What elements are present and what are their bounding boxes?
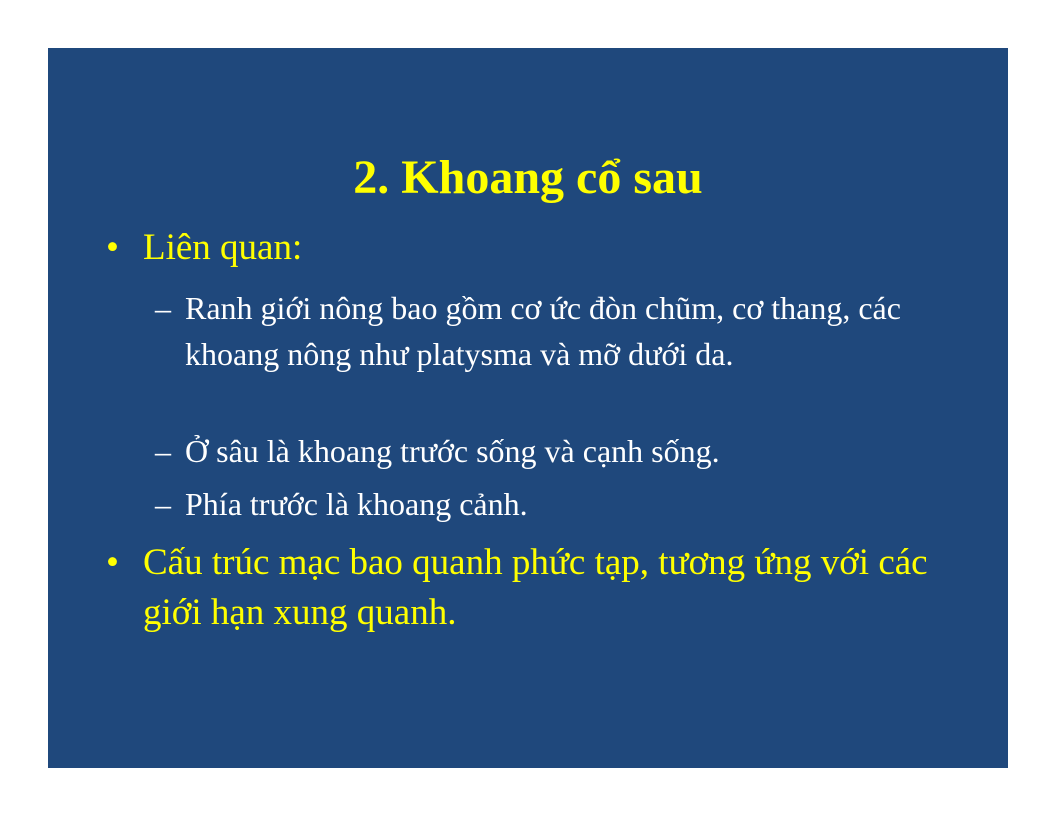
bullet-text: Liên quan: [143,227,303,268]
dash-icon: – [155,486,171,522]
bullet-icon: • [106,542,119,583]
sub-text: Ranh giới nông bao gồm cơ ức đòn chũm, cơ thang, các khoang nông như platysma và mỡ dưới da. [185,290,901,372]
dash-icon: – [155,290,171,326]
bullet-icon: • [106,227,119,268]
slide-title: 2. Khoang cổ sau [353,151,703,204]
bullet-item [106,538,943,638]
sub-item [155,481,965,527]
sub-text: Phía trước là khoang cảnh. [185,486,528,522]
sub-item [155,428,965,474]
sub-text: Ở sâu là khoang trước sống và cạnh sống. [185,433,720,469]
slide [48,48,1008,768]
bullet-text: Cấu trúc mạc bao quanh phức tạp, tương ứng với các giới hạn xung quanh. [143,542,928,633]
bullet-item [106,223,943,273]
sub-item [155,285,965,377]
dash-icon: – [155,433,171,469]
